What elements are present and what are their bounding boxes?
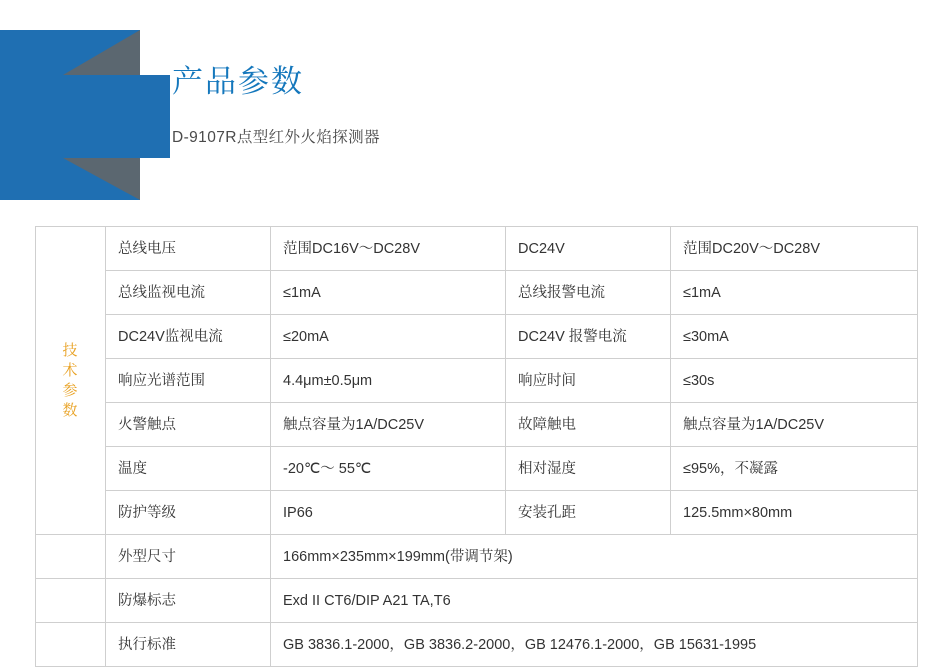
spec-table-container (35, 226, 917, 667)
row-group-spacer (36, 535, 106, 579)
page-subtitle: D-9107R点型红外火焰探测器 (172, 129, 380, 146)
table-row (36, 623, 918, 667)
table-row (36, 315, 918, 359)
spec-value: ≤30mA (671, 315, 918, 359)
table-row (36, 535, 918, 579)
spec-label: 相对湿度 (506, 447, 671, 491)
spec-label: 外型尺寸 (106, 535, 271, 579)
spec-label: 故障触电 (506, 403, 671, 447)
row-group-title-char: 数 (62, 401, 79, 419)
spec-label: DC24V 报警电流 (506, 315, 671, 359)
spec-value: ≤1mA (671, 271, 918, 315)
spec-label: 总线电压 (106, 227, 271, 271)
page-title: 产品参数 (172, 64, 304, 99)
spec-value: 范围DC16V～DC28V (271, 227, 506, 271)
table-row (36, 359, 918, 403)
spec-label: DC24V (506, 227, 671, 271)
row-group-spacer (36, 623, 106, 667)
spec-value: ≤30s (671, 359, 918, 403)
spec-label: 防护等级 (106, 491, 271, 535)
spec-value: -20℃～ 55℃ (271, 447, 506, 491)
spec-label: 执行标准 (106, 623, 271, 667)
spec-value: 触点容量为1A/DC25V (671, 403, 918, 447)
spec-value: 125.5mm×80mm (671, 491, 918, 535)
spec-value: ≤20mA (271, 315, 506, 359)
spec-label: 总线监视电流 (106, 271, 271, 315)
table-row (36, 447, 918, 491)
spec-table (35, 226, 918, 667)
row-group-title-char: 技 (62, 341, 79, 359)
table-row (36, 491, 918, 535)
spec-value: ≤1mA (271, 271, 506, 315)
spec-value: ≤95%，不凝露 (671, 447, 918, 491)
row-group-title-char: 术 (62, 361, 79, 379)
spec-label: 安装孔距 (506, 491, 671, 535)
spec-label: 温度 (106, 447, 271, 491)
row-group-title-char: 参 (62, 381, 79, 399)
table-row (36, 579, 918, 623)
page-header (0, 0, 950, 200)
header-text-block (172, 62, 380, 148)
spec-label: 防爆标志 (106, 579, 271, 623)
table-row (36, 271, 918, 315)
spec-label: 响应时间 (506, 359, 671, 403)
spec-value: 范围DC20V～DC28V (671, 227, 918, 271)
spec-value: 触点容量为1A/DC25V (271, 403, 506, 447)
spec-label: DC24V监视电流 (106, 315, 271, 359)
spec-value: 166mm×235mm×199mm(带调节架) (271, 535, 918, 579)
spec-value: GB 3836.1-2000，GB 3836.2-2000，GB 12476.1-2000，GB 15631-1995 (271, 623, 918, 667)
row-group-title (36, 227, 106, 535)
spec-label: 火警触点 (106, 403, 271, 447)
table-row (36, 403, 918, 447)
spec-value: Exd II CT6/DIP A21 TA,T6 (271, 579, 918, 623)
spec-value: IP66 (271, 491, 506, 535)
row-group-spacer (36, 579, 106, 623)
table-row (36, 227, 918, 271)
spec-label: 响应光谱范围 (106, 359, 271, 403)
spec-label: 总线报警电流 (506, 271, 671, 315)
spec-value: 4.4μm±0.5μm (271, 359, 506, 403)
